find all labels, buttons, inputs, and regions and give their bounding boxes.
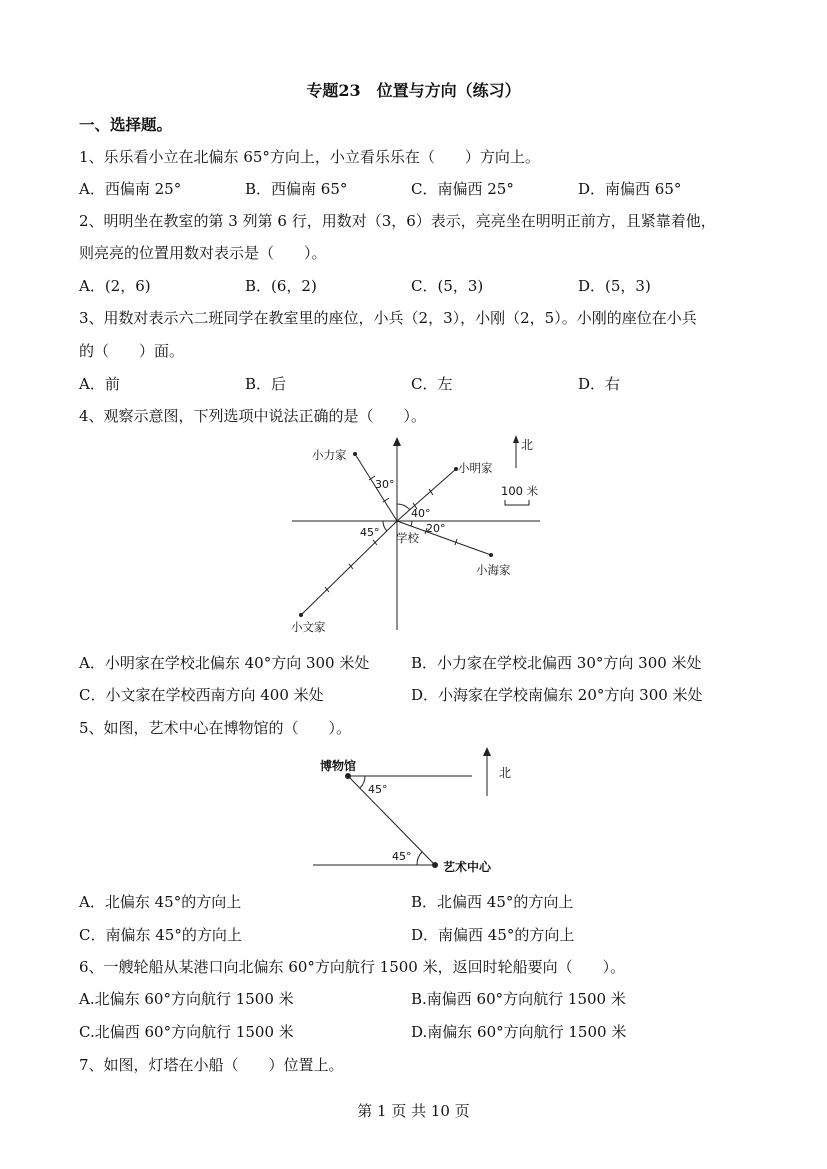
q6-option-d: D.南偏东 60°方向航行 1500 米 [411,1023,627,1041]
question-2-line-2: 则亮亮的位置用数对表示是（ ）。 [79,244,327,262]
q5-north-label: 北 [499,766,512,780]
q5-option-a: A．北偏东 45°的方向上 [79,893,242,911]
q2-option-b: B．(6，2) [245,277,317,295]
q5-label-museum: 博物馆 [320,759,357,773]
q4-point-xiaohai [489,553,493,557]
q5-direction-diagram [305,745,535,880]
q4-option-c: C．小文家在学校西南方向 400 米处 [79,686,324,704]
question-2-line-1: 2、明明坐在教室的第 3 列第 6 行，用数对（3，6）表示，亮亮坐在明明正前方，且紧靠着他， [79,212,716,230]
q5-point-museum [345,773,351,779]
q4-angle-45: 45° [360,526,380,539]
q5-option-d: D．南偏西 45°的方向上 [411,926,575,944]
question-1: 1、乐乐看小立在北偏东 65°方向上，小立看乐乐在（ ）方向上。 [79,148,540,166]
q4-arc-20 [411,521,412,526]
q3-option-b: B．后 [245,375,287,393]
q5-option-c: C．南偏东 45°的方向上 [79,926,242,944]
q5-option-b: B．北偏西 45°的方向上 [411,893,574,911]
q5-angle-top: 45° [368,783,388,796]
q4-scale-label: 100 米 [501,484,539,498]
q1-option-c: C．南偏西 25° [411,180,514,198]
q4-angle-30: 30° [375,478,395,491]
q1-option-d: D．南偏西 65° [578,180,682,198]
q5-arc-bottom [417,852,422,865]
question-4: 4、观察示意图，下列选项中说法正确的是（ ）。 [79,407,427,425]
q4-label-xiaoli: 小力家 [312,448,347,462]
q5-arc-top [360,776,365,788]
question-3-line-1: 3、用数对表示六二班同学在教室里的座位，小兵（2，3），小刚（2，5）。小刚的座位在小兵 [79,309,697,327]
question-7: 7、如图，灯塔在小船（ ）位置上。 [79,1056,344,1074]
q4-option-d: D．小海家在学校南偏东 20°方向 300 米处 [411,686,703,704]
q4-option-b: B．小力家在学校北偏西 30°方向 300 米处 [411,654,702,672]
q1-option-b: B．西偏南 65° [245,180,348,198]
q5-angle-bottom: 45° [392,850,412,863]
question-3-line-2: 的（ ）面。 [79,342,185,360]
q4-point-xiaowen [299,613,303,617]
q4-ray-xiaowen [301,521,397,615]
q4-angle-20: 20° [426,522,446,535]
section-heading: 一、选择题。 [79,115,173,134]
q4-north-label: 北 [521,438,534,452]
q6-option-b: B.南偏西 60°方向航行 1500 米 [411,990,626,1008]
q4-label-xiaoming: 小明家 [458,461,493,475]
q2-option-d: D．(5，3) [578,277,651,295]
question-6: 6、一艘轮船从某港口向北偏东 60°方向航行 1500 米，返回时轮船要向（ ）。 [79,958,626,976]
q4-label-xiaowen: 小文家 [291,620,326,634]
q4-label-xiaohai: 小海家 [476,563,511,577]
q3-option-d: D．右 [578,375,621,393]
question-5: 5、如图，艺术中心在博物馆的（ ）。 [79,719,352,737]
q4-arc-40 [397,504,410,510]
q6-option-a: A.北偏东 60°方向航行 1500 米 [79,990,294,1008]
q4-north-arrowhead-icon [513,435,519,443]
q3-option-c: C．左 [411,375,453,393]
q4-option-a: A．小明家在学校北偏东 40°方向 300 米处 [79,654,370,672]
q5-point-art-center [432,862,438,868]
q4-point-xiaoli [353,452,357,456]
q2-option-a: A．(2，6) [79,277,151,295]
page-footer: 第 1 页 共 10 页 [357,1102,470,1120]
q4-axis-arrow [393,437,401,446]
q5-label-art-center: 艺术中心 [443,860,492,874]
q4-direction-diagram [280,432,550,637]
page-title: 专题23 位置与方向（练习） [306,81,521,100]
q4-arc-45 [383,521,387,531]
q4-angle-40: 40° [411,507,431,520]
q3-option-a: A．前 [79,375,120,393]
q1-option-a: A．西偏南 25° [79,180,182,198]
q4-label-school: 学校 [396,531,419,545]
q5-north-arrowhead-icon [483,747,491,756]
q4-scale-bar [505,500,529,505]
q2-option-c: C．(5，3) [411,277,484,295]
q6-option-c: C.北偏西 60°方向航行 1500 米 [79,1023,294,1041]
